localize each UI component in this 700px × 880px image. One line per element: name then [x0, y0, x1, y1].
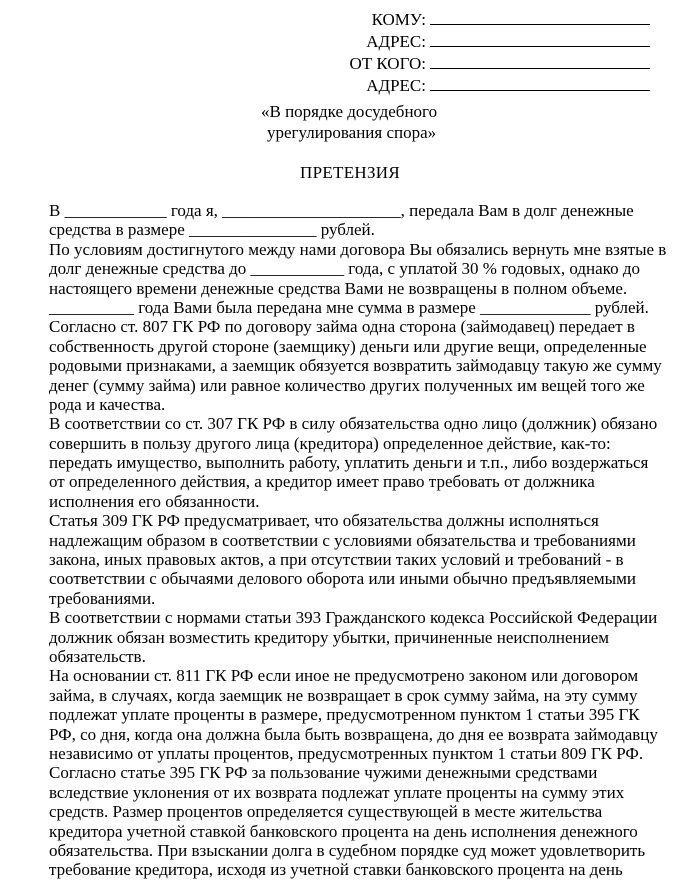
body-line: денег (сумму займа) или равное количество других полученных им вещей того же: [49, 375, 645, 395]
document-title: ПРЕТЕНЗИЯ: [300, 163, 400, 182]
address-blank-line-2: [430, 74, 650, 91]
body-line: Согласно ст. 807 ГК РФ по договору займа одна сторона (займодавец) передает в: [49, 317, 635, 337]
body-line: средства в размере _______________ рублей.: [49, 220, 375, 240]
body-line: В соответствии с нормами статьи 393 Гражданского кодекса Российской Федерации: [49, 608, 658, 628]
body-line: настоящего времени денежные средства Вами не возвращены в полном объеме.: [49, 278, 628, 298]
body-line: По условиям достигнутого между нами договора Вы обязались вернуть мне взятые в: [49, 239, 667, 259]
body-line: обязательств.: [49, 646, 146, 666]
address-label-1: АДРЕС:: [366, 32, 426, 51]
address-row-2: [366, 74, 650, 96]
body-line: обязательства. При взыскании долга в судебном порядке суд может удовлетворить: [49, 840, 646, 860]
from-label: ОТ КОГО:: [349, 54, 426, 73]
body-line: РФ, со дня, когда она должна была быть возвращена, до дня ее возврата займодавцу: [49, 724, 658, 744]
claim-body: [49, 201, 679, 880]
subtitle-line-1: «В порядке досудебного: [261, 102, 438, 121]
subtitle-line-2: урегулирования спора»: [267, 123, 437, 142]
address-blank-line-1: [430, 30, 650, 47]
body-line: исполнения его обязанности.: [49, 491, 260, 511]
body-line: рода и качества.: [49, 394, 166, 414]
body-line: средств. Размер процентов определяется существующей в месте жительства: [49, 802, 603, 822]
body-line: соответствии с обычаями делового оборота или иными обычно предъявляемыми: [49, 569, 636, 589]
body-line: __________ года Вами была передана мне сумма в размере _____________ рублей.: [49, 297, 649, 317]
body-line: В ____________ года я, _____________________, передала Вам в долг денежные: [49, 201, 634, 220]
body-line: Статья 309 ГК РФ предусматривает, что обязательства должны исполняться: [49, 511, 599, 531]
body-line: В соответствии со ст. 307 ГК РФ в силу обязательства одно лицо (должник) обязано: [49, 414, 658, 434]
body-line: собственность другой стороне (заемщику) деньги или другие вещи, определенные: [49, 336, 647, 356]
body-line: требованиями.: [49, 588, 156, 608]
body-line: кредитора учетной ставкой банковского процента на день исполнения денежного: [49, 821, 638, 841]
from-blank-line: [430, 52, 650, 69]
to-blank-line: [430, 8, 650, 25]
address-label-2: АДРЕС:: [366, 76, 426, 95]
body-line: вследствие уклонения от их возврата подлежат уплате проценты на сумму этих: [49, 782, 625, 802]
body-line: Согласно статье 395 ГК РФ за пользование чужими денежными средствами: [49, 763, 598, 783]
to-row: [372, 8, 650, 30]
to-label: КОМУ:: [371, 10, 426, 29]
body-line: подлежат уплате проценты в размере, предусмотренном пунктом 1 статьи 395 ГК: [49, 705, 640, 725]
body-line: займа, в случаях, когда заемщик не возвращает в срок сумму займа, на эту сумму: [49, 685, 638, 705]
address-row-1: [366, 30, 650, 52]
body-line: На основании ст. 811 ГК РФ если иное не предусмотрено законом или договором: [49, 666, 639, 686]
body-line: родовыми признаками, а заемщик обязуется возвратить займодавцу такую же сумму: [49, 356, 662, 376]
body-line: от определенного действия, а кредитор имеет право требовать от должника: [49, 472, 595, 492]
body-line: требование кредитора, исходя из учетной ставки банковского процента на день: [49, 860, 623, 880]
body-line: независимо от уплаты процентов, предусмотренных пунктом 1 статьи 809 ГК РФ.: [49, 743, 644, 763]
body-line: закона, иных правовых актов, а при отсутствии таких условий и требований - в: [49, 550, 624, 570]
pretrial-subtitle: [261, 101, 437, 143]
body-line: совершить в пользу другого лица (кредитора) определенное действие, как-то:: [49, 433, 611, 453]
from-row: [349, 52, 650, 74]
body-line: передать имущество, выполнить работу, уплатить деньги и т.п., либо воздержаться: [49, 453, 649, 473]
body-line: должник обязан возместить кредитору убытки, причиненные неисполнением: [49, 627, 610, 647]
body-line: надлежащим образом в соответствии с условиями обязательства и требованиями: [49, 530, 636, 550]
body-line: долг денежные средства до ___________ года, с уплатой 30 % годовых, однако до: [49, 259, 640, 279]
